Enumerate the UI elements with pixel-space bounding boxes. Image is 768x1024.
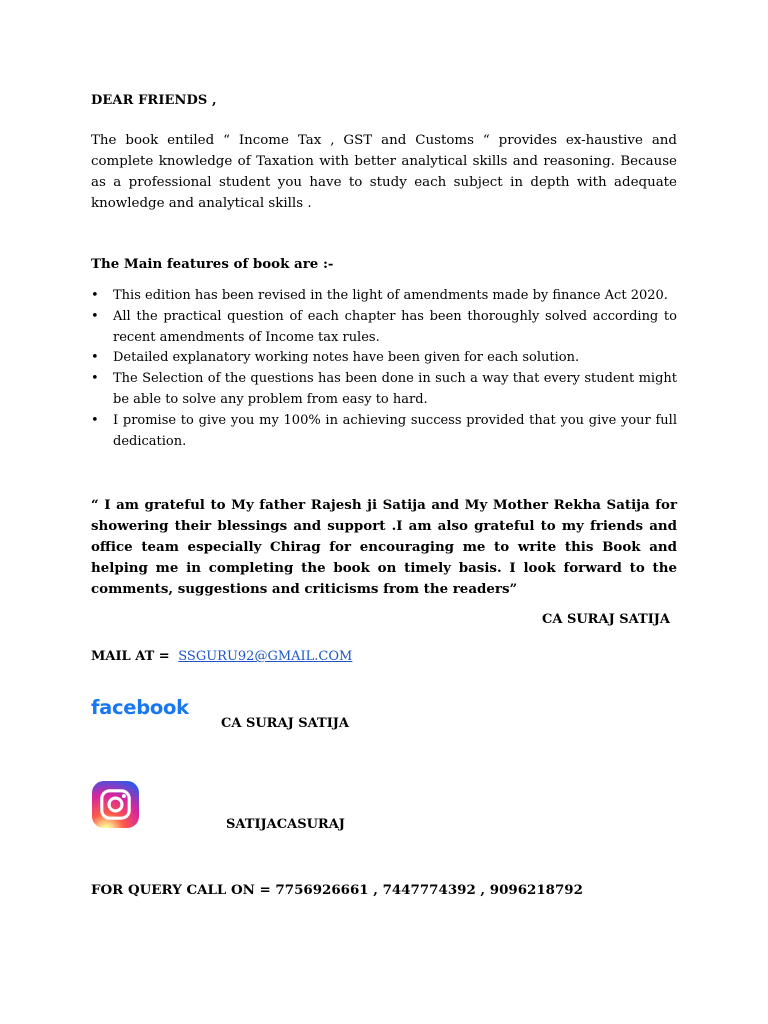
bullet-icon: •	[91, 371, 99, 387]
features-heading: The Main features of book are :-	[91, 256, 334, 272]
list-item	[91, 369, 677, 411]
facebook-logo: facebook	[91, 696, 189, 719]
instagram-icon	[92, 781, 139, 828]
greeting: DEAR FRIENDS ,	[91, 93, 217, 108]
list-item	[91, 307, 677, 349]
list-item	[91, 286, 677, 307]
intro-paragraph: The book entiled “ Income Tax , GST and Customs “ provides ex-haustive and complete knowledge of Taxation with better analytical skills and reasoning. Because as a professional student you have to study each subject in depth with adequate knowledge and analytical skills .	[91, 133, 677, 211]
feature-text: This edition has been revised in the light of amendments made by finance Act 2020.	[113, 288, 668, 303]
signature: CA SURAJ SATIJA	[542, 612, 671, 627]
mail-label: MAIL AT =	[91, 649, 170, 664]
query-contact: FOR QUERY CALL ON = 7756926661 , 7447774392 , 9096218792	[91, 882, 583, 898]
bullet-icon: •	[91, 412, 99, 428]
email-link[interactable]: SSGURU92@GMAIL.COM	[178, 649, 353, 664]
features-list	[91, 286, 677, 452]
bullet-icon: •	[91, 308, 99, 324]
facebook-name: CA SURAJ SATIJA	[221, 716, 350, 731]
feature-text: Detailed explanatory working notes have been given for each solution.	[113, 350, 580, 366]
feature-text: I promise to give you my 100% in achieving success provided that you give your full dedication.	[113, 412, 677, 449]
bullet-icon: •	[91, 350, 99, 366]
list-item	[91, 348, 677, 369]
bullet-icon: •	[91, 288, 99, 303]
feature-text: All the practical question of each chapter has been thoroughly solved according to recent amendments of Income tax rules.	[113, 308, 677, 345]
list-item	[91, 411, 677, 453]
mail-line	[91, 649, 352, 664]
acknowledgement-quote: “ I am grateful to My father Rajesh ji Satija and My Mother Rekha Satija for showering their blessings and support .I am also grateful to my friends and office team especially Chirag for encouraging me to write this Book and helping me in completing the book on timely basis. I look forward to the comments, suggestions and criticisms from the readers”	[91, 497, 677, 597]
instagram-handle: SATIJACASURAJ	[226, 817, 345, 832]
feature-text: The Selection of the questions has been done in such a way that every student might be able to solve any problem from easy to hard.	[113, 371, 677, 407]
